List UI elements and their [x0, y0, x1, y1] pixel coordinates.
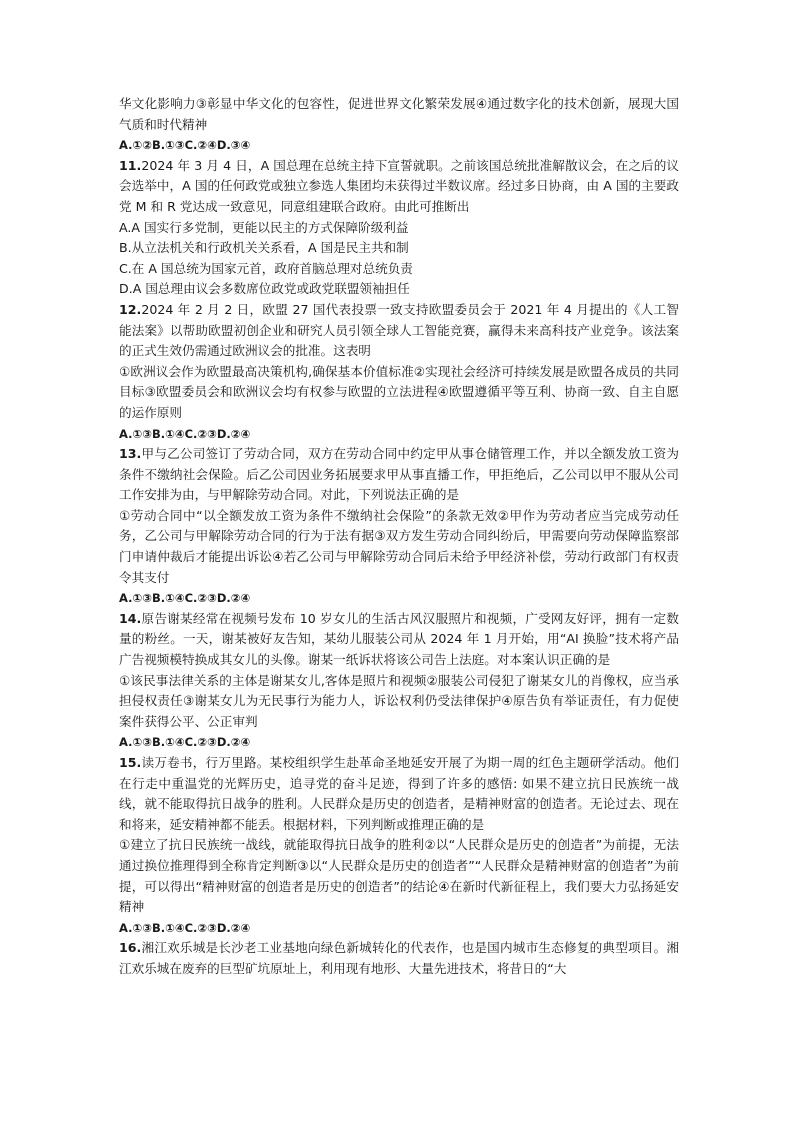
- question-12: [119, 300, 679, 444]
- choice-b: B.从立法机关和行政机关关系看，A 国是民主共和制: [119, 240, 409, 256]
- question-options: A.①③B.①④C.②③D.②④: [119, 426, 251, 441]
- question-stem: [119, 938, 679, 979]
- question-statements: ①劳动合同中“以全额发放工资为条件不缴纳社会保险”的条款无效②甲作为劳动者应当完成劳动任务，乙公司与甲解除劳动合同的行为于法有据③双方发生劳动合同纠纷后，甲需要向劳动保障监察部门申请仲裁后才能提出诉讼④若乙公司与甲解除劳动合同后未给予甲经济补偿，劳动行政部门有权责令其支付: [119, 507, 679, 585]
- choice-a: A.A 国实行多党制，更能以民主的方式保障阶级利益: [119, 219, 409, 235]
- question-stem-text: 2024 年 3 月 4 日，A 国总理在总统主持下宣誓就职。之前该国总统批准解散议会，在之后的议会选举中，A 国的任何政党或独立参选人集团均未获得过半数议席。经过多日协商，由 A 国的主要政党 M 和 R 党达成一致意见，同意组建联合政府。由此可推断出: [119, 157, 679, 214]
- question-16: [119, 938, 679, 979]
- choice-c: C.在 A 国总统为国家元首，政府首脑总理对总统负责: [119, 260, 413, 276]
- question-stem: [119, 444, 679, 506]
- intro-text: 华文化影响力③彰显中华文化的包容性，促进世界文化繁荣发展④通过数字化的技术创新，展现大国气质和时代精神: [119, 96, 679, 132]
- choice-d: D.A 国总理由议会多数席位政党或政党联盟领袖担任: [119, 281, 410, 297]
- question-stem-text: 原告谢某经常在视频号发布 10 岁女儿的生活古风汉服照片和视频，广受网友好评，拥有一定数量的粉丝。一天，谢某被好友告知，某幼儿服装公司从 2024 年 1 月开始，用“AI 换脸”技术将产品广告视频模特换成其女儿的头像。谢某一纸诉状将该公司告上法庭。对本案认识正确的是: [119, 610, 679, 668]
- question-statements: ①建立了抗日民族统一战线，就能取得抗日战争的胜利②以“人民群众是历史的创造者”为前提，无法通过换位推理得到全称肯定判断③以“人民群众是历史的创造者”“人民群众是精神财富的创造者”为前提，可以得出“精神财富的创造者是历史的创造者”的结论④在新时代新征程上，我们要大力弘扬延安精神: [119, 837, 679, 915]
- question-15: [119, 753, 679, 938]
- question-number: 11.: [119, 157, 142, 173]
- question-stem: [119, 609, 679, 671]
- question-stem-text: 湘江欢乐城是长沙老工业基地向绿色新城转化的代表作，也是国内城市生态修复的典型项目。湘江欢乐城在废弃的巨型矿坑原址上，利用现有地形、大量先进技术，将昔日的“大: [119, 940, 679, 976]
- question-statements: ①欧洲议会作为欧盟最高决策机构,确保基本价值标准②实现社会经济可持续发展是欧盟各成员的共同目标③欧盟委员会和欧洲议会均有权参与欧盟的立法进程④欧盟遵循平等互利、协商一致、自主自愿的运作原则: [119, 363, 679, 420]
- question-stem: [119, 300, 679, 362]
- question-13: [119, 444, 679, 609]
- exam-page: [119, 94, 679, 980]
- question-number: 15.: [119, 755, 142, 770]
- intro-options: A.①②B.①③C.②④D.③④: [119, 138, 251, 153]
- question-number: 16.: [119, 940, 142, 956]
- question-14: [119, 609, 679, 753]
- question-stem-text: 2024 年 2 月 2 日，欧盟 27 国代表投票一致支持欧盟委员会于 2021 年 4 月提出的《人工智能法案》以帮助欧盟初创企业和研究人员引领全球人工智能竞赛，赢得未来高科技产业竞争。该法案的正式生效仍需通过欧洲议会的批准。这表明: [119, 301, 679, 359]
- question-stem-text: 甲与乙公司签订了劳动合同，双方在劳动合同中约定甲从事仓储管理工作，并以全额发放工资为条件不缴纳社会保险。后乙公司因业务拓展要求甲从事直播工作，甲拒绝后，乙公司以甲不服从公司工作安排为由，与甲解除劳动合同。对此，下列说法正确的是: [119, 446, 679, 503]
- question-number: 12.: [119, 301, 142, 317]
- question-stem: [119, 156, 679, 218]
- question-number: 13.: [119, 446, 142, 462]
- question-options: A.①③B.①④C.②③D.②④: [119, 591, 251, 606]
- question-stem-text: 读万卷书，行万里路。某校组织学生赴革命圣地延安开展了为期一周的红色主题研学活动。他们在行走中重温党的光辉历史，追寻党的奋斗足迹，得到了许多的感悟: 如果不建立抗日民族统一战线，就不能取得抗日战争的胜利。人民群众是历史的创造者，是精神财富的创造者。无论过去、现在和将来，延安精神都不能丢。根据材料，下列判断或推理正确的是: [119, 755, 679, 832]
- question-statements: ①该民事法律关系的主体是谢某女儿,客体是照片和视频②服装公司侵犯了谢某女儿的肖像权，应当承担侵权责任③谢某女儿为无民事行为能力人，诉讼权利仍受法律保护④原告负有举证责任，有力促使案件获得公平、公正审判: [119, 672, 679, 729]
- question-number: 14.: [119, 610, 142, 626]
- question-options: A.①③B.①④C.②③D.②④: [119, 920, 251, 935]
- question-options: A.①③B.①④C.②③D.②④: [119, 735, 251, 750]
- question-11: [119, 156, 679, 300]
- question-stem: [119, 753, 679, 835]
